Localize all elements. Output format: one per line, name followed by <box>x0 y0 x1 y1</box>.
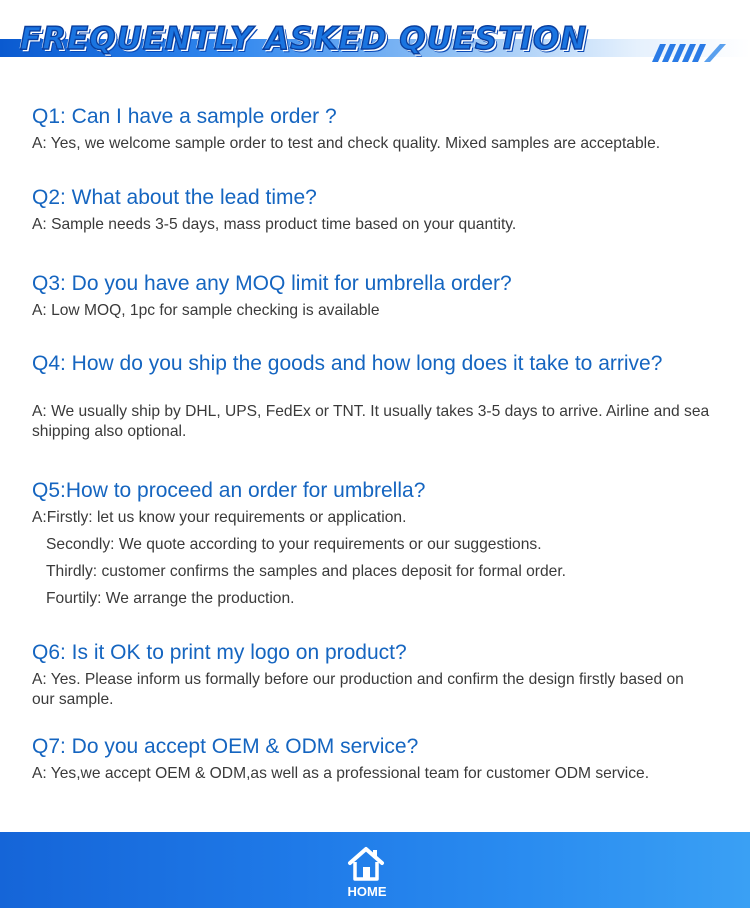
faq-answer: A: Yes,we accept OEM & ODM,as well as a professional team for customer ODM service. <box>32 765 650 782</box>
faq-question: Q4: How do you ship the goods and how long does it take to arrive? <box>32 352 663 375</box>
house-icon[interactable] <box>346 845 386 881</box>
faq-answer: A: Low MOQ, 1pc for sample checking is available <box>32 302 380 319</box>
faq-question: Q5:How to proceed an order for umbrella? <box>32 479 426 502</box>
faq-answer: A: We usually ship by DHL, UPS, FedEx or TNT. It usually takes 3-5 days to arrive. Airline and sea shipping also optional. <box>32 403 710 440</box>
diagonal-stripes-icon <box>646 44 736 62</box>
faq-answer-step: Secondly: We quote according to your requirements or our suggestions. <box>46 536 542 553</box>
page-header <box>0 0 750 80</box>
home-button[interactable]: HOME <box>347 884 387 899</box>
faq-answer: A:Firstly: let us know your requirements or application. <box>32 509 407 526</box>
faq-answer-step: Fourtily: We arrange the production. <box>46 590 295 607</box>
faq-question: Q2: What about the lead time? <box>32 186 317 209</box>
faq-answer: A: Yes. Please inform us formally before our production and confirm the design firstly based on our sample. <box>32 671 684 708</box>
faq-answer: A: Yes, we welcome sample order to test and check quality. Mixed samples are acceptable. <box>32 135 661 152</box>
faq-answer: A: Sample needs 3-5 days, mass product time based on your quantity. <box>32 216 517 233</box>
footer-bar <box>0 832 750 908</box>
faq-answer-step: Thirdly: customer confirms the samples and places deposit for formal order. <box>46 563 567 580</box>
faq-question: Q7: Do you accept OEM & ODM service? <box>32 735 419 758</box>
page-title: FREQUENTLY ASKED QUESTION <box>20 21 588 57</box>
faq-question: Q6: Is it OK to print my logo on product? <box>32 641 407 664</box>
faq-question: Q1: Can I have a sample order ? <box>32 105 337 128</box>
faq-question: Q3: Do you have any MOQ limit for umbrella order? <box>32 272 512 295</box>
